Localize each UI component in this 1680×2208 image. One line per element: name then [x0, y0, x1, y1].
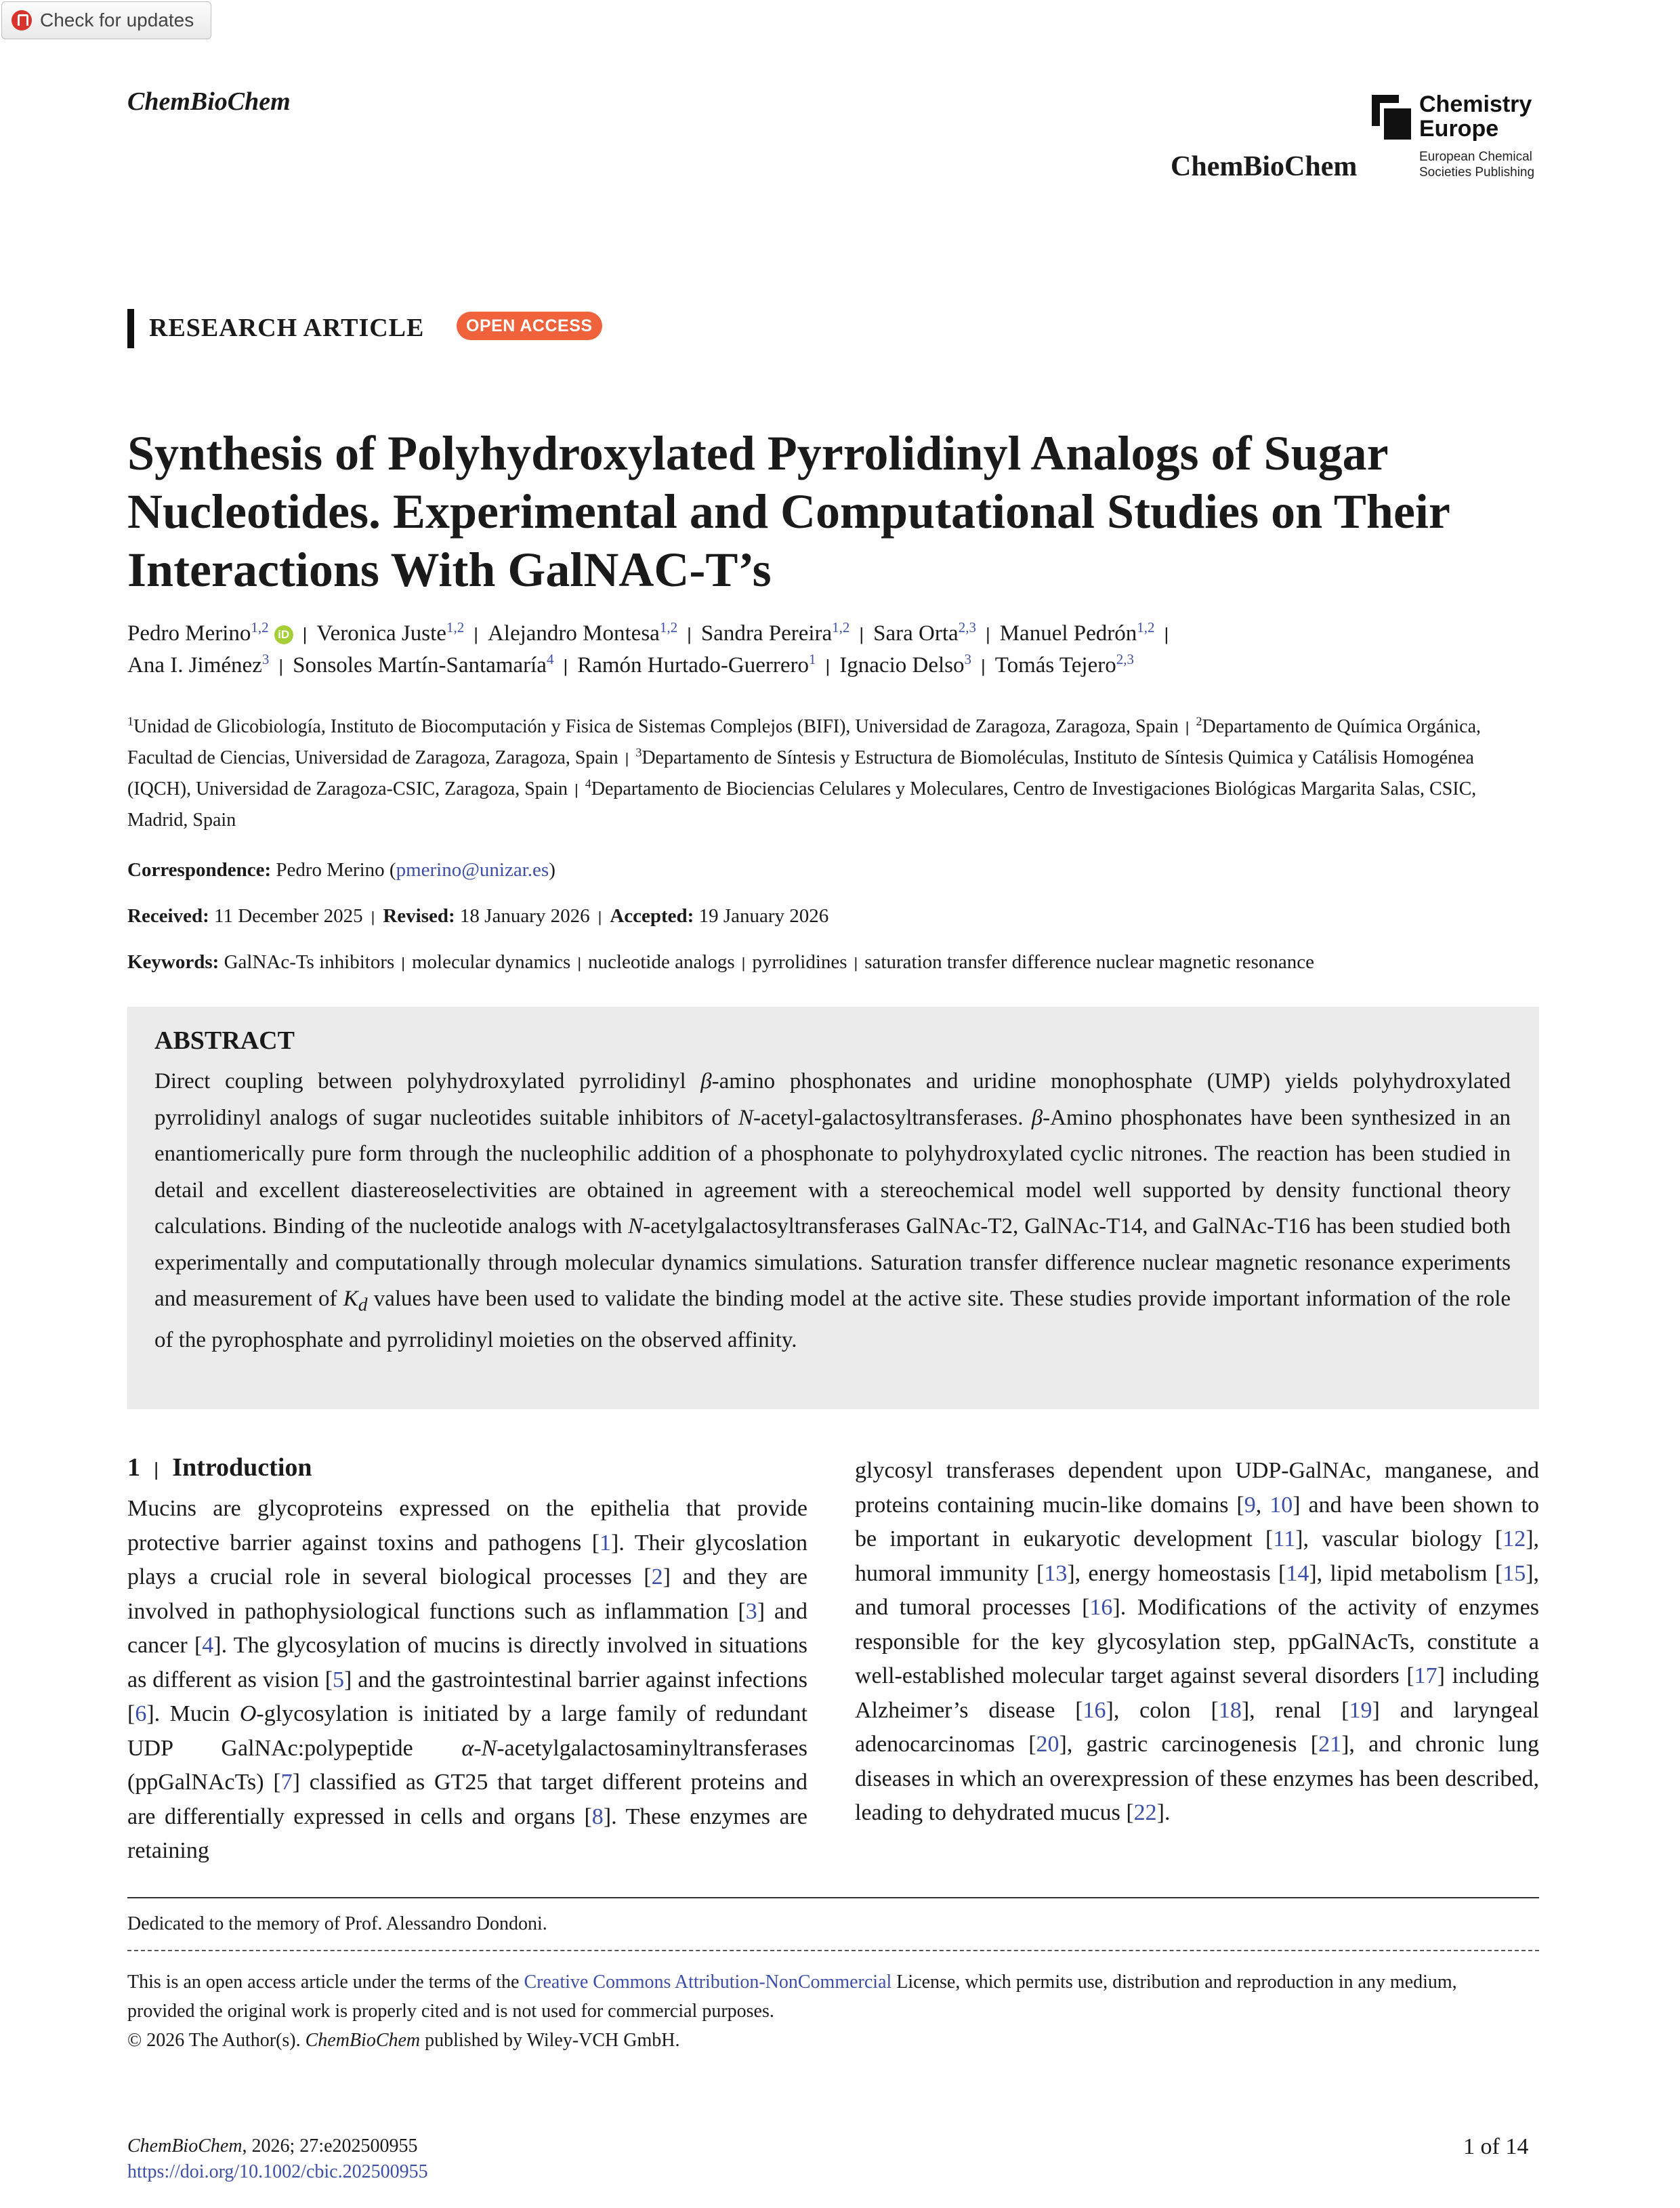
accepted-label: Accepted: — [610, 905, 694, 927]
received-label: Received: — [127, 905, 209, 927]
check-for-updates-label: Check for updates — [40, 9, 194, 30]
separator: | — [302, 624, 308, 644]
chemistry-europe-logo-icon — [1372, 95, 1412, 141]
citation-link[interactable]: 9 — [1244, 1492, 1256, 1518]
author[interactable]: Sara Orta$^{2,3}$ — [873, 619, 976, 646]
license-statement: This is an open access article under the terms of the Creative Commons Attribution-NonCommercial License, which permits use, distribution and reproduction in any medium, provided the original work is properly cited and is not used for commercial purposes. — [127, 1972, 1457, 2022]
citation-link[interactable]: 13 — [1044, 1560, 1068, 1586]
revised-date: 18 January 2026 — [459, 905, 590, 927]
keyword: nucleotide analogs — [588, 951, 735, 973]
citation-link[interactable]: 18 — [1218, 1697, 1242, 1723]
citation-link[interactable]: 7 — [280, 1770, 293, 1795]
revised-label: Revised: — [383, 905, 455, 927]
abstract-text: Direct coupling between polyhydroxylated pyrrolidinyl β-amino phosphonates and uridine monophosphate (UMP) yields polyhydroxylated pyrrolidinyl analogs of sugar nucleotides suitable inhibitors of N-acetyl-galactosyltransferases. β-Amino phosphonates have been synthesized in an enantiomerically pure form through the nucleophilic addition of a phosphonate to polyhydroxylated cyclic nitrones. The reaction has been studied in detail and excellent diastereoselectivities are obtained in agreement with a stereochemical model well supported by density functional theory calculations. Binding of the nucleotide analogs with N-acetylgalactosyltransferases GalNAc-T2, GalNAc-T14, and GalNAc-T16 has been studied both experimentally and computationally through molecular dynamics simulations. Saturation transfer difference nuclear magnetic resonance experiments and measurement of $K_d$ values have been used to validate the binding model at the active site. These studies provide important information of the role of the pyrophosphate and pyrrolidinyl moieties on the observed affinity. — [154, 1069, 1511, 1353]
author[interactable]: Veronica Juste$^{1,2}$ — [316, 619, 465, 646]
separator: | — [625, 750, 629, 767]
publisher-subtitle-line2: Societies Publishing — [1419, 165, 1535, 180]
check-for-updates-button[interactable] — [1, 1, 211, 39]
publisher-subtitle — [1419, 149, 1534, 180]
correspondence-email-link[interactable]: pmerino@unizar.es — [396, 859, 549, 881]
author[interactable]: Manuel Pedrón$^{1,2}$ — [999, 619, 1155, 646]
separator: | — [278, 656, 284, 676]
footer-citation: ChemBioChem, 2026; 27:e202500955 — [127, 2136, 418, 2157]
citation-link[interactable]: 17 — [1414, 1663, 1437, 1688]
citation-link[interactable]: 11 — [1273, 1526, 1296, 1551]
citation-link[interactable]: 5 — [333, 1667, 345, 1692]
author[interactable]: Ignacio Delso$^3$ — [839, 651, 971, 678]
citation-link[interactable]: 6 — [135, 1701, 147, 1726]
citation-link[interactable]: 1 — [600, 1530, 612, 1556]
separator: | — [563, 656, 568, 676]
separator: | — [577, 955, 582, 972]
copyright: © 2026 The Author(s). ChemBioChem published by Wiley-VCH GmbH. — [127, 2030, 680, 2051]
separator: | — [825, 656, 831, 676]
separator: | — [574, 781, 579, 798]
citation-link[interactable]: 12 — [1503, 1526, 1526, 1551]
separator: | — [980, 656, 986, 676]
separator: | — [1164, 624, 1169, 644]
separator: | — [854, 955, 858, 972]
dedication: Dedicated to the memory of Prof. Alessandro Dondoni. — [127, 1913, 547, 1934]
separator: | — [154, 1459, 159, 1480]
bookmark-icon — [12, 10, 32, 30]
separator: | — [401, 955, 405, 972]
author[interactable]: Alejandro Montesa$^{1,2}$ — [487, 619, 678, 646]
citation-link[interactable]: 15 — [1503, 1560, 1526, 1586]
citation-link[interactable]: 20 — [1036, 1732, 1059, 1757]
section-heading — [127, 1453, 312, 1482]
correspondence: Correspondence: Pedro Merino (pmerino@unizar.es) — [127, 859, 555, 881]
article-title: Synthesis of Polyhydroxylated Pyrrolidinyl Analogs of Sugar Nucleotides. Experimental and Computational Studies on Their Interactions With GalNAC-T’s — [127, 426, 1450, 597]
citation-link[interactable]: 2 — [651, 1564, 663, 1589]
publisher-title-line2: Europe — [1419, 116, 1499, 142]
citation-link[interactable]: 10 — [1269, 1492, 1293, 1518]
author[interactable]: Sonsoles Martín-Santamaría$^4$ — [293, 651, 554, 678]
author[interactable]: Pedro Merino$^{1,2}$ — [127, 619, 269, 646]
affiliation: Departamento de Química Orgánica, Facultad de Ciencias, Universidad de Zaragoza, Zaragoza, Spain — [127, 716, 1482, 768]
dashed-divider — [127, 1950, 1539, 1951]
intro-column-1: Mucins are glycoproteins expressed on the epithelia that provide protective barrier against toxins and pathogens [1]. Their glycoslation plays a crucial role in several biological processes [2] and they are involved in pathophysiological functions such as inflammation [3] and cancer [4]. The glycosylation of mucins is directly involved in situations as different as vision [5] and the gastrointestinal barrier against infections [6]. Mucin O-glycosylation is initiated by a large family of redundant UDP GalNAc:polypeptide α-N-acetylgalactosaminyltransferases (ppGalNAcTs) [7] classified as GT25 that target different proteins and are differentially expressed in cells and organs [8]. These enzymes are retaining — [127, 1496, 807, 1863]
citation-link[interactable]: 14 — [1286, 1560, 1309, 1586]
footnote-rule — [127, 1897, 1539, 1898]
separator: | — [985, 624, 990, 644]
citation-link[interactable]: 21 — [1318, 1732, 1342, 1757]
article-type: RESEARCH ARTICLE — [149, 314, 425, 342]
article-type-bar — [127, 309, 134, 348]
open-access-badge: OPEN ACCESS — [457, 312, 602, 340]
received-date: 11 December 2025 — [214, 905, 363, 927]
affiliation: Unidad de Glicobiología, Instituto de Biocomputación y Fisica de Sistemas Complejos (BIFI), Universidad de Zaragoza, Zaragoza, Spain — [133, 716, 1179, 737]
separator: | — [741, 955, 746, 972]
author[interactable]: Tomás Tejero$^{2,3}$ — [994, 651, 1134, 678]
author-list — [127, 618, 1550, 682]
citation-link[interactable]: 19 — [1349, 1697, 1372, 1723]
citation-link[interactable]: 16 — [1083, 1697, 1106, 1723]
intro-column-2: glycosyl transferases dependent upon UDP-GalNAc, manganese, and proteins containing mucin-like domains [9, 10] and have been shown to be important in eukaryotic development [11], vascular biology [12], humoral immunity [13], energy homeostasis [14], lipid metabolism [15], and tumoral processes [16]. Modifications of the activity of enzymes responsible for the key glycosylation step, ppGalNAcTs, constitute a well-established molecular target against several disorders [17] including Alzheimer’s disease [16], colon [18], renal [19] and laryngeal adenocarcinomas [20], gastric carcinogenesis [21], and chronic lung diseases in which an overexpression of these enzymes has been described, leading to dehydrated mucus [22]. — [855, 1458, 1540, 1825]
separator: | — [371, 909, 375, 925]
publisher-title — [1419, 92, 1532, 141]
correspondence-label: Correspondence: — [127, 859, 272, 881]
separator: | — [1185, 719, 1190, 736]
affiliation: Departamento de Biociencias Celulares y Moleculares, Centro de Investigaciones Biológicas Margarita Salas, CSIC, Madrid, Spain — [127, 778, 1477, 831]
license-link[interactable]: Creative Commons Attribution-NonCommercial — [524, 1972, 892, 1993]
citation-link[interactable]: 8 — [591, 1804, 604, 1829]
keywords — [127, 951, 1314, 974]
separator: | — [474, 624, 478, 644]
publisher-title-line1: Chemistry — [1419, 91, 1532, 117]
affiliation: Departamento de Síntesis y Estructura de Biomoléculas, Instituto de Síntesis Quimica y Catálisis Homogénea (IQCH), Universidad de Zaragoza-CSIC, Zaragoza, Spain — [127, 747, 1474, 799]
affiliations: $^1$Unidad de Glicobiología, Instituto de Biocomputación y Fisica de Sistemas Complejos (BIFI), Universidad de Zaragoza, Zaragoza, Spain | $^2$Departamento de Química Orgánica, Facultad de Ciencias, Universidad de Zaragoza, Zaragoza, Spain | $^3$Departamento de Síntesis y Estructura de Biomoléculas, Instituto de Síntesis Quimica y Catálisis Homogénea (IQCH), Universidad de Zaragoza-CSIC, Zaragoza, Spain | $^4$Departamento de Biociencias Celulares y Moleculares, Centro de Investigaciones Biológicas Margarita Salas, CSIC, Madrid, Spain — [127, 714, 1482, 831]
abstract-heading: ABSTRACT — [154, 1026, 295, 1055]
keyword: molecular dynamics — [411, 951, 571, 973]
keyword: pyrrolidines — [752, 951, 847, 973]
author[interactable]: Ana I. Jiménez$^3$ — [127, 651, 270, 678]
correspondence-name: Pedro Merino — [276, 859, 385, 881]
keyword: GalNAc-Ts inhibitors — [224, 951, 395, 973]
citation-link[interactable]: 3 — [745, 1598, 757, 1624]
doi-link[interactable]: https://doi.org/10.1002/cbic.202500955 — [127, 2161, 428, 2182]
author[interactable]: Ramón Hurtado-Guerrero$^1$ — [577, 651, 816, 678]
citation-link[interactable]: 16 — [1089, 1595, 1113, 1620]
article-dates — [127, 905, 828, 928]
keywords-label: Keywords: — [127, 951, 219, 973]
keyword: saturation transfer difference nuclear magnetic resonance — [864, 951, 1314, 973]
separator: | — [859, 624, 864, 644]
accepted-date: 19 January 2026 — [698, 905, 829, 927]
journal-logo: ChemBioChem — [1171, 151, 1358, 182]
separator: | — [597, 909, 602, 925]
orcid-icon[interactable]: iD — [274, 625, 293, 644]
author[interactable]: Sandra Pereira$^{1,2}$ — [700, 619, 850, 646]
section-number: 1 — [127, 1453, 140, 1482]
separator: | — [687, 624, 692, 644]
citation-link[interactable]: 22 — [1133, 1800, 1157, 1825]
publisher-subtitle-line1: European Chemical — [1419, 150, 1532, 164]
citation-link[interactable]: 4 — [202, 1633, 214, 1658]
journal-name: ChemBioChem — [127, 87, 291, 116]
section-title: Introduction — [172, 1453, 312, 1482]
page-number: 1 of 14 — [1463, 2134, 1529, 2159]
